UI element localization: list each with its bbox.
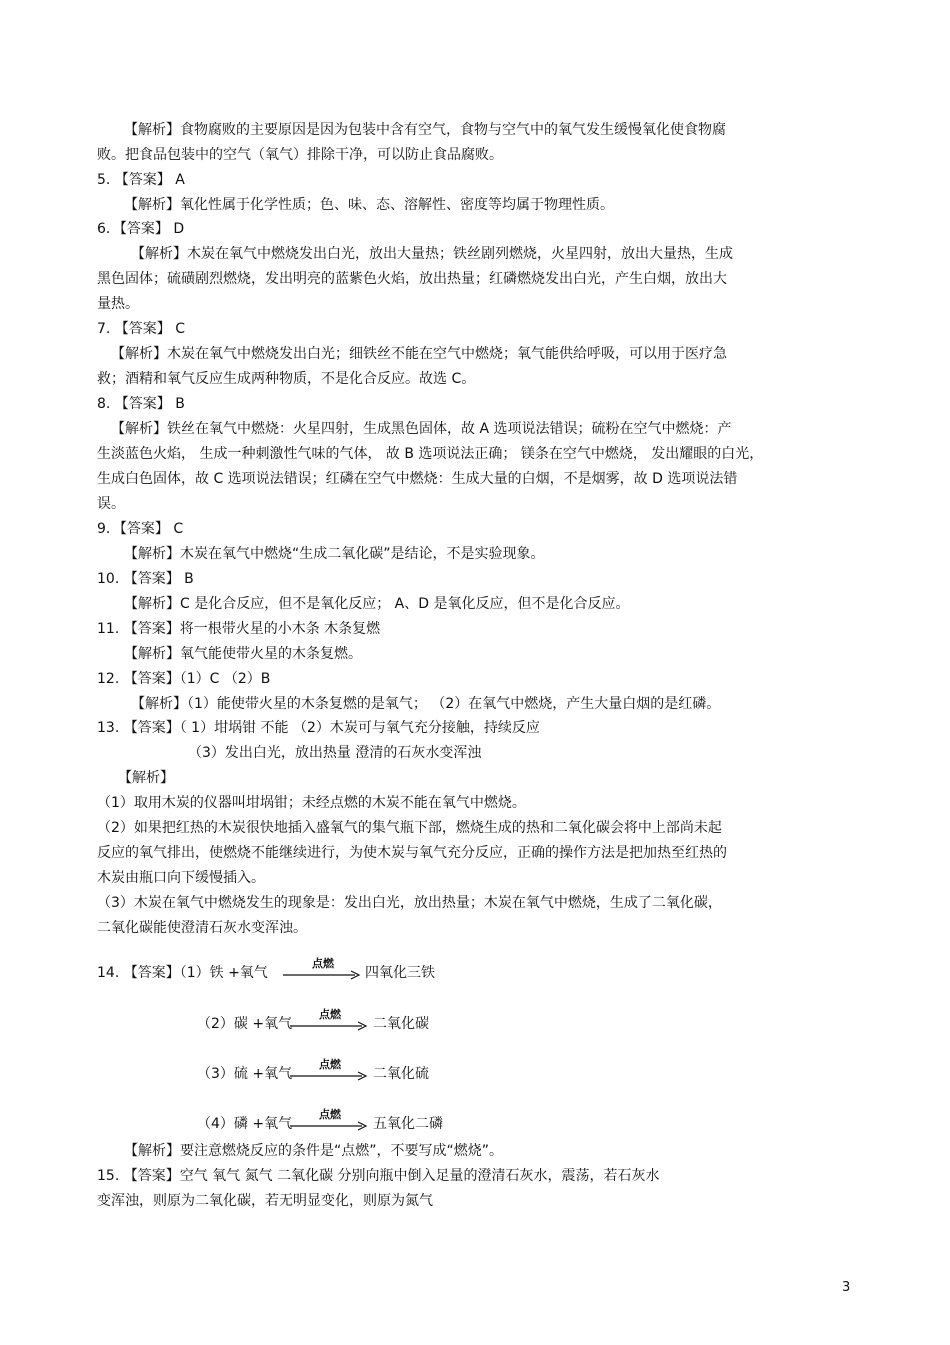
answer-line-10: 10. 【答案】 B	[97, 571, 194, 587]
answer-line-12: 12. 【答案】（1）C （2）B	[97, 671, 271, 687]
reaction-arrow	[283, 957, 363, 985]
reaction-lead: （4）磷 +氧气	[197, 1116, 293, 1132]
answer-line-13: 13. 【答案】（ 1）坩埚钳 不能 （2）木炭可与氧气充分接触，持续反应	[97, 720, 540, 736]
analysis-line-9: 【解析】木炭在氧气中燃烧“生成二氧化碳”是结论，不是实验现象。	[124, 546, 545, 562]
reaction-arrow	[290, 1008, 370, 1036]
reaction-condition: 点燃	[319, 1058, 341, 1071]
reaction-lead: （2）碳 +氧气	[197, 1016, 293, 1032]
text-line: （1）取用木炭的仪器叫坩埚钳；未经点燃的木炭不能在氧气中燃烧。	[97, 795, 526, 811]
answer-line-5: 5. 【答案】 A	[97, 172, 185, 188]
reaction-product: 五氧化二磷	[373, 1116, 443, 1132]
analysis-line-5: 【解析】氧化性属于化学性质；色、味、态、溶解性、密度等均属于物理性质。	[124, 197, 614, 213]
analysis-line-10: 【解析】C 是化合反应，但不是氧化反应； A、D 是氧化反应，但不是化合反应。	[124, 596, 630, 612]
text-line: 黑色固体；硫磺剧烈燃烧，发出明亮的蓝紫色火焰，放出热量；红磷燃烧发出白光，产生白烟，放出大	[97, 271, 727, 287]
reaction-condition: 点燃	[319, 1108, 341, 1121]
reaction-product: 二氧化碳	[373, 1016, 429, 1032]
text-line: 救；酒精和氧气反应生成两种物质，不是化合反应。故选 C。	[97, 371, 476, 387]
answer-line-8: 8. 【答案】 B	[97, 396, 185, 412]
text-line: 误。	[97, 496, 125, 512]
arrow-icon	[290, 1071, 370, 1081]
text-line: 生淡蓝色火焰， 生成一种刺激性气味的气体， 故 B 选项说法正确； 镁条在空气中燃烧， 发出耀眼的白光，	[97, 446, 764, 462]
answer-line-7: 7. 【答案】 C	[97, 321, 186, 337]
text-line: 变浑浊，则原为二氧化碳，若无明显变化，则原为氮气	[97, 1193, 433, 1209]
analysis-line-6: 【解析】木炭在氧气中燃烧发出白光，放出大量热；铁丝剧列燃烧，火星四射，放出大量热，生成	[131, 246, 733, 262]
text-line: 反应的氧气排出，使燃烧不能继续进行，为使木炭与氧气充分反应，正确的操作方法是把加热至红热的	[97, 845, 727, 861]
analysis-line-11: 【解析】氧气能使带火星的木条复燃。	[124, 646, 362, 662]
page-number: 3	[842, 1280, 851, 1295]
text-line: 量热。	[97, 296, 139, 312]
reaction-product: 四氧化三铁	[365, 965, 435, 981]
reaction-lead: 14. 【答案】（1）铁 +氧气	[97, 965, 268, 981]
text-line: （3）木炭在氧气中燃烧发生的现象是：发出白光，放出热量；木炭在氧气中燃烧，生成了二氧化碳，	[97, 895, 722, 911]
analysis-label-13: 【解析】	[118, 770, 174, 786]
reaction-arrow	[290, 1058, 370, 1086]
analysis-line-7: 【解析】木炭在氧气中燃烧发出白光；细铁丝不能在空气中燃烧；氧气能供给呼吸，可以用于医疗急	[111, 346, 727, 362]
arrow-icon	[290, 1021, 370, 1031]
text-line: 二氧化碳能使澄清石灰水变浑浊。	[97, 920, 307, 936]
reaction-arrow	[290, 1108, 370, 1136]
answer-line-15: 15. 【答案】空气 氧气 氮气 二氧化碳 分别向瓶中倒入足量的澄清石灰水，震荡，若石灰水	[97, 1168, 660, 1184]
answer-line-11: 11. 【答案】将一根带火星的小木条 木条复燃	[97, 621, 381, 637]
text-line: 【解析】食物腐败的主要原因是因为包装中含有空气，食物与空气中的氧气发生缓慢氧化使食物腐	[124, 122, 726, 138]
reaction-condition: 点燃	[319, 1008, 341, 1021]
text-line: 败。把食品包装中的空气（氧气）排除干净，可以防止食品腐败。	[97, 147, 503, 163]
answer-line-6: 6．【答案】 D	[97, 221, 185, 237]
text-line: 生成白色固体，故 C 选项说法错误；红磷在空气中燃烧：生成大量的白烟，不是烟雾，故 D 选项说法错	[97, 471, 738, 487]
reaction-product: 二氧化硫	[373, 1066, 429, 1082]
analysis-line-8: 【解析】铁丝在氧气中燃烧：火星四射，生成黑色固体，故 A 选项说法错误；硫粉在空气中燃烧：产	[111, 421, 732, 437]
answer-line-9: 9．【答案】 C	[97, 521, 184, 537]
text-line: （2）如果把红热的木炭很快地插入盛氧气的集气瓶下部，燃烧生成的热和二氧化碳会将中上部尚未起	[97, 820, 722, 836]
reaction-condition: 点燃	[312, 957, 334, 970]
text-line: 木炭由瓶口向下缓慢插入。	[97, 870, 265, 886]
arrow-icon	[283, 970, 363, 980]
analysis-line-14: 【解析】要注意燃烧反应的条件是“点燃”，不要写成“燃烧”。	[124, 1143, 504, 1159]
answer-line-13-cont: （3）发出白光，放出热量 澄清的石灰水变浑浊	[188, 745, 482, 761]
reaction-lead: （3）硫 +氧气	[197, 1066, 293, 1082]
arrow-icon	[290, 1121, 370, 1131]
analysis-line-12: 【解析】（1）能使带火星的木条复燃的是氧气； （2）在氧气中燃烧，产生大量白烟的是红磷。	[131, 696, 721, 712]
